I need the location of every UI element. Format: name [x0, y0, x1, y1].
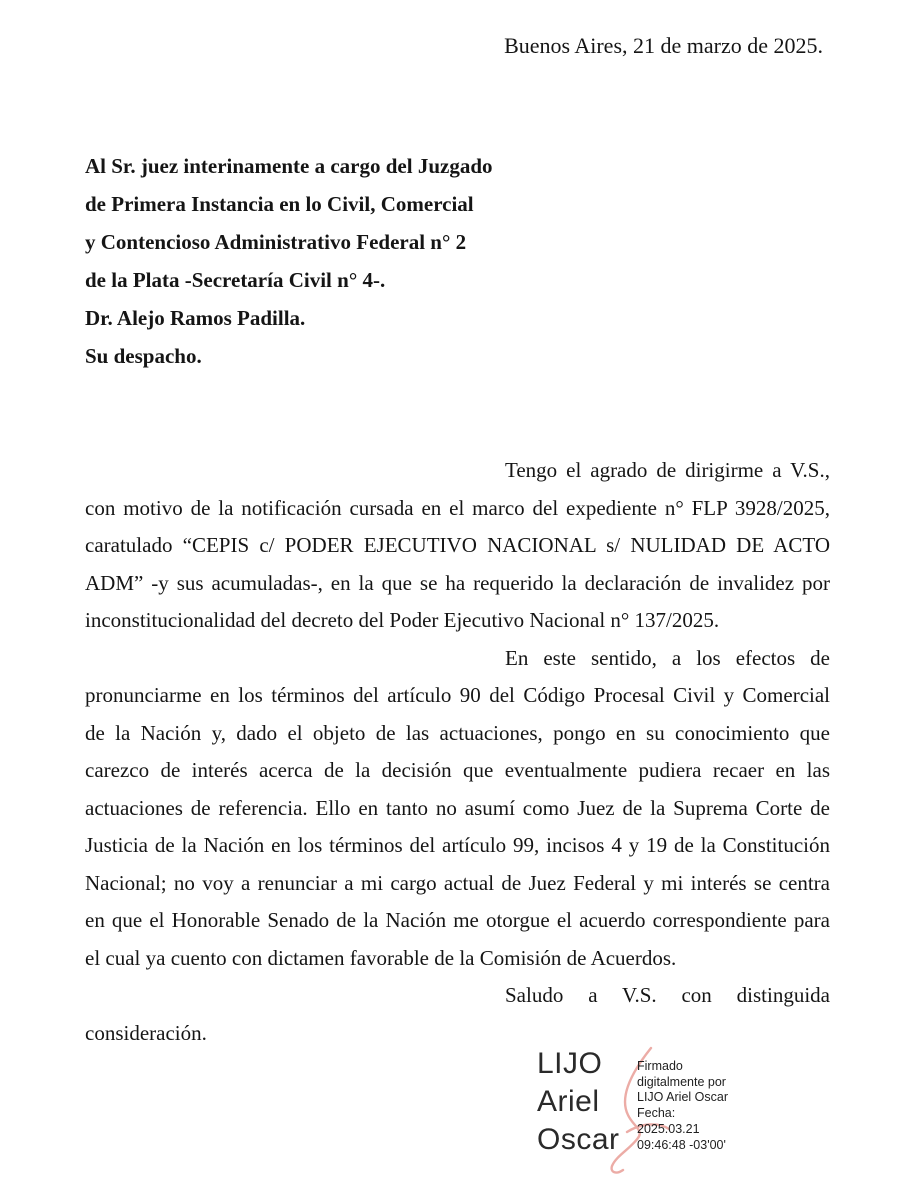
body-line: Nacional; no voy a renunciar a mi cargo actual de Juez Federal y mi interés se centra — [85, 870, 830, 895]
stamp-line: 09:46:48 -03'00' — [637, 1137, 726, 1152]
stamp-line: LIJO Ariel Oscar — [637, 1090, 728, 1105]
signature-stamp-text — [637, 1059, 728, 1153]
body-line: de la Nación y, dado el objeto de las actuaciones, pongo en su conocimiento que — [85, 720, 830, 745]
body-line: pronunciarme en los términos del artículo 90 del Código Procesal Civil y Comercial — [85, 683, 830, 707]
recipient-line: Dr. Alejo Ramos Padilla. — [85, 306, 306, 330]
body-line: carezco de interés acerca de la decisión que eventualmente pudiera recaer en las — [85, 758, 830, 782]
digital-signature-block — [537, 1045, 877, 1190]
body-line: inconstitucionalidad del decreto del Poder Ejecutivo Nacional n° 137/2025. — [85, 608, 720, 632]
body-line: con motivo de la notificación cursada en el marco del expediente n° FLP 3928/2025, — [85, 495, 830, 520]
body-line: consideración. — [85, 1020, 207, 1045]
stamp-line: Fecha: — [637, 1106, 676, 1121]
stamp-line: Firmado — [637, 1059, 683, 1073]
recipient-line: de Primera Instancia en lo Civil, Comercial — [85, 192, 474, 216]
stamp-line: 2025.03.21 — [637, 1121, 700, 1136]
stamp-line: digitalmente por — [637, 1074, 726, 1089]
letter-body — [85, 452, 830, 1052]
signer-name-line: LIJO — [537, 1047, 603, 1080]
recipient-line: Su despacho. — [85, 344, 202, 368]
recipient-line: Al Sr. juez interinamente a cargo del Juzgado — [85, 154, 493, 178]
body-line: el cual ya cuento con dictamen favorable de la Comisión de Acuerdos. — [85, 945, 677, 970]
body-line: actuaciones de referencia. Ello en tanto no asumí como Juez de la Suprema Corte de — [85, 795, 830, 820]
body-line: Justicia de la Nación en los términos del artículo 99, incisos 4 y 19 de la Constitución — [85, 833, 830, 857]
body-line: En este sentido, a los efectos de — [505, 645, 830, 670]
signer-name-line: Ariel — [537, 1085, 600, 1118]
recipient-line: y Contencioso Administrativo Federal n° 2 — [85, 230, 467, 254]
body-line: en que el Honorable Senado de la Nación me otorgue el acuerdo correspondiente para — [85, 908, 830, 932]
body-line: Tengo el agrado de dirigirme a V.S., — [505, 458, 830, 482]
body-line: ADM” -y sus acumuladas-, en la que se ha requerido la declaración de invalidez por — [85, 570, 830, 595]
signer-name-line: Oscar — [537, 1123, 620, 1156]
date-line: Buenos Aires, 21 de marzo de 2025. — [504, 33, 823, 58]
recipient-block — [85, 147, 493, 375]
body-line: caratulado “CEPIS c/ PODER EJECUTIVO NACIONAL s/ NULIDAD DE ACTO — [85, 533, 830, 557]
recipient-line: de la Plata -Secretaría Civil n° 4-. — [85, 268, 386, 292]
body-line: Saludo a V.S. con distinguida — [505, 983, 830, 1007]
